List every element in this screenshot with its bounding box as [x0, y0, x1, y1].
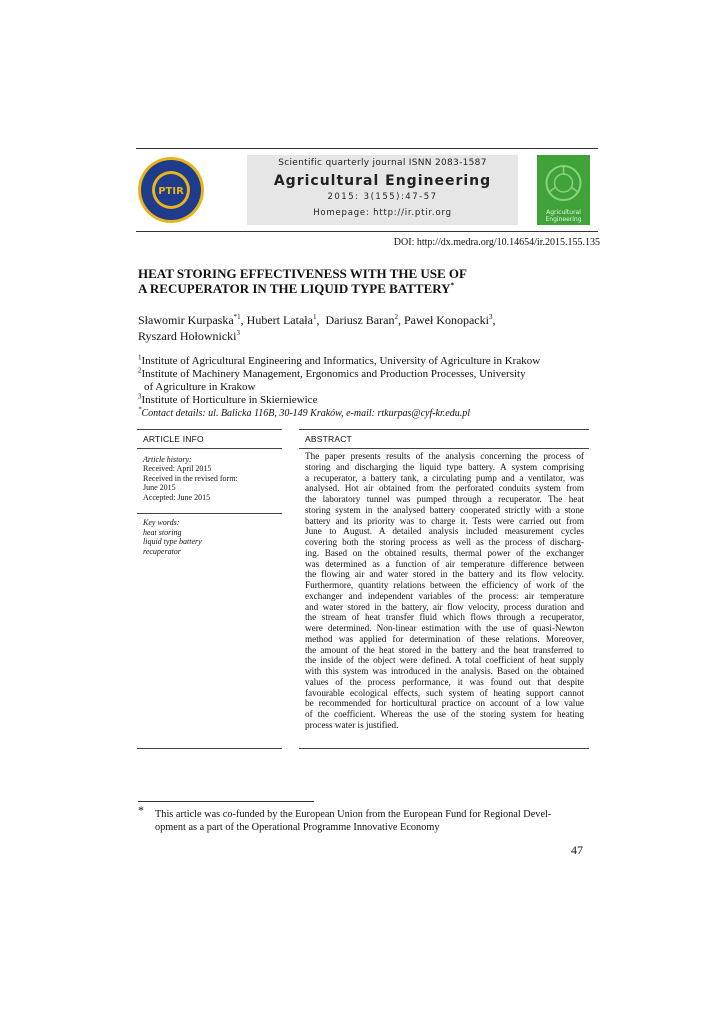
- abstract-line: were determined. Non-linear estimation with the use of quasi-Newton: [305, 623, 584, 633]
- ptir-logo-text: PTIR: [158, 186, 184, 197]
- abstract-line: Furthermore, quantity relations between the efficiency of work of the: [305, 580, 584, 590]
- history-entry: June 2015: [143, 483, 176, 492]
- abstract-line: storing and discharging the liquid type battery. A system comprising: [305, 461, 584, 472]
- abstract-line: ing. Based on the obtained results, thermal power of the exchanger: [305, 547, 584, 558]
- affiliation: $^3$Institute of Horticulture in Skierniewice: [138, 392, 318, 406]
- author: Hubert Latała: [246, 313, 313, 327]
- abstract-text: [305, 451, 584, 731]
- footnote: [155, 808, 588, 834]
- history-entry: Accepted: June 2015: [143, 492, 211, 502]
- history-entry: Received: April 2015: [143, 464, 212, 473]
- title-line-2: A RECUPERATOR IN THE LIQUID TYPE BATTERY*: [138, 281, 455, 296]
- contact-details: *Contact details: ul. Balicka 116B, 30-149 Kraków, e-mail: rtkurpas@cyf-kr.edu.pl: [138, 405, 470, 419]
- footnote-mark: *: [138, 803, 144, 817]
- abstract-line: covering both the storing process as well as the process of discharg-: [305, 537, 584, 547]
- article-history-label: Article history:: [143, 455, 192, 464]
- article-history: [143, 464, 238, 502]
- keywords-label: Key words:: [143, 518, 180, 527]
- doi-link[interactable]: DOI: http://dx.medra.org/10.14654/ir.2015.155.135: [393, 237, 600, 248]
- abstract-line: battery and its priority was to charge it. Tests were carried out from: [305, 515, 584, 526]
- author: Dariusz Baran: [325, 313, 395, 327]
- info-top-rule: [137, 429, 282, 430]
- abstract-line: a recuperator, a battery tank, a circulating pump and a ventilator, was: [305, 472, 584, 483]
- abstract-line: be recommended for horticultural practice on account of a low value: [305, 698, 584, 709]
- affiliation: $^2$Institute of Machinery Management, Ergonomics and Production Processes, University: [138, 366, 526, 380]
- abstract-label-rule: [299, 448, 589, 449]
- abstract-line: analysed. Hot air obtained from the perforated conduits system from: [305, 483, 584, 494]
- logo-right-text-2: Engineering: [545, 216, 582, 223]
- abstract-line: was determined as a function of air temperature difference between: [305, 558, 584, 569]
- abstract-line: of the coefficient. Whereas the use of the storing system for heating: [305, 709, 584, 719]
- info-label-rule: [137, 448, 282, 449]
- affiliation: $^1$Institute of Agricultural Engineering and Informatics, University of Agriculture in Krakow: [138, 353, 541, 367]
- abstract-line: storing system in the analysed battery cooperated strictly with a stone: [305, 504, 584, 515]
- abstract-line: June to August. A detailed analysis included measurement cycles: [305, 526, 584, 537]
- abstract-line: exchanger and independent variables of the process: air temperature: [305, 590, 584, 601]
- info-bottom-rule: [137, 748, 282, 749]
- ptir-logo: [137, 156, 205, 224]
- journal-homepage[interactable]: Homepage: http://ir.ptir.org: [313, 208, 452, 218]
- abstract-line: favourable ecological effects, such system of heating support cannot: [305, 687, 584, 698]
- abstract-top-rule: [299, 429, 589, 430]
- abstract-label: ABSTRACT: [305, 434, 352, 444]
- logo-right-text-1: Agricultural: [546, 209, 581, 216]
- abstract-line: process water is justified.: [305, 719, 399, 730]
- agricultural-engineering-logo: [537, 155, 590, 225]
- history-rule: [137, 513, 282, 514]
- affiliations: [138, 355, 608, 420]
- abstract-line: values of the process performance, it was found out that despite: [305, 676, 584, 687]
- abstract-line: the amount of the heat stored in the battery and the heat transferred to: [305, 644, 584, 655]
- keyword: liquid type battery: [143, 537, 202, 546]
- abstract-line: the inside of the object were defined. A total coefficient of heat supply: [305, 655, 584, 666]
- article-info-label: ARTICLE INFO: [143, 434, 204, 444]
- abstract-line: the laboratory tunnel was pumped through a recuperator. The heat: [305, 494, 584, 504]
- keyword: recuperator: [143, 546, 181, 556]
- abstract-line: The paper presents results of the analysis concerning the process of: [305, 451, 584, 461]
- keywords-block: [143, 518, 202, 556]
- affiliation: of Agriculture in Krakow: [144, 381, 256, 393]
- title-line-1: HEAT STORING EFFECTIVENESS WITH THE USE OF: [138, 266, 467, 281]
- article-title: [138, 266, 598, 296]
- abstract-line: the flowing air and water stored in the battery and its flow velocity.: [305, 569, 584, 580]
- page-number: 47: [571, 843, 583, 857]
- author: Sławomir Kurpaska: [138, 313, 234, 327]
- footnote-rule: [138, 801, 314, 802]
- abstract-line: and water stored in the battery, air flow velocity, process duration and: [305, 601, 584, 612]
- abstract-bottom-rule: [299, 748, 589, 749]
- abstract-line: with this system was introduced in the analysis. Based on the obtained: [305, 666, 584, 676]
- footnote-line: opment as a part of the Operational Programme Innovative Economy: [155, 822, 440, 833]
- journal-header-box: [247, 155, 518, 225]
- abstract-line: method was applied for determination of these relations. Moreover,: [305, 633, 584, 644]
- journal-subtitle: Scientific quarterly journal ISNN 2083-1587: [278, 158, 487, 168]
- author-list: Sławomir Kurpaska$^{*1}$, Hubert Latała$^1$, Dariusz Baran$^2$, Paweł Konopacki$^3$, Ryszard Hołownicki$^3$: [138, 313, 496, 343]
- author: Ryszard Hołownicki: [138, 329, 237, 343]
- journal-name: Agricultural Engineering: [273, 173, 492, 189]
- history-entry: Received in the revised form:: [143, 473, 238, 483]
- keyword: heat storing: [143, 527, 182, 537]
- author: Paweł Konopacki: [403, 313, 489, 327]
- footnote-line: This article was co-funded by the European Union from the European Fund for Regional Devel-: [155, 809, 552, 820]
- header-top-rule: [136, 148, 598, 149]
- abstract-line: the stream of heat transfer fluid which flows through a recuperator,: [305, 612, 584, 623]
- header-bottom-rule: [136, 231, 598, 232]
- journal-issue: 2015: 3(155):47-57: [327, 192, 438, 202]
